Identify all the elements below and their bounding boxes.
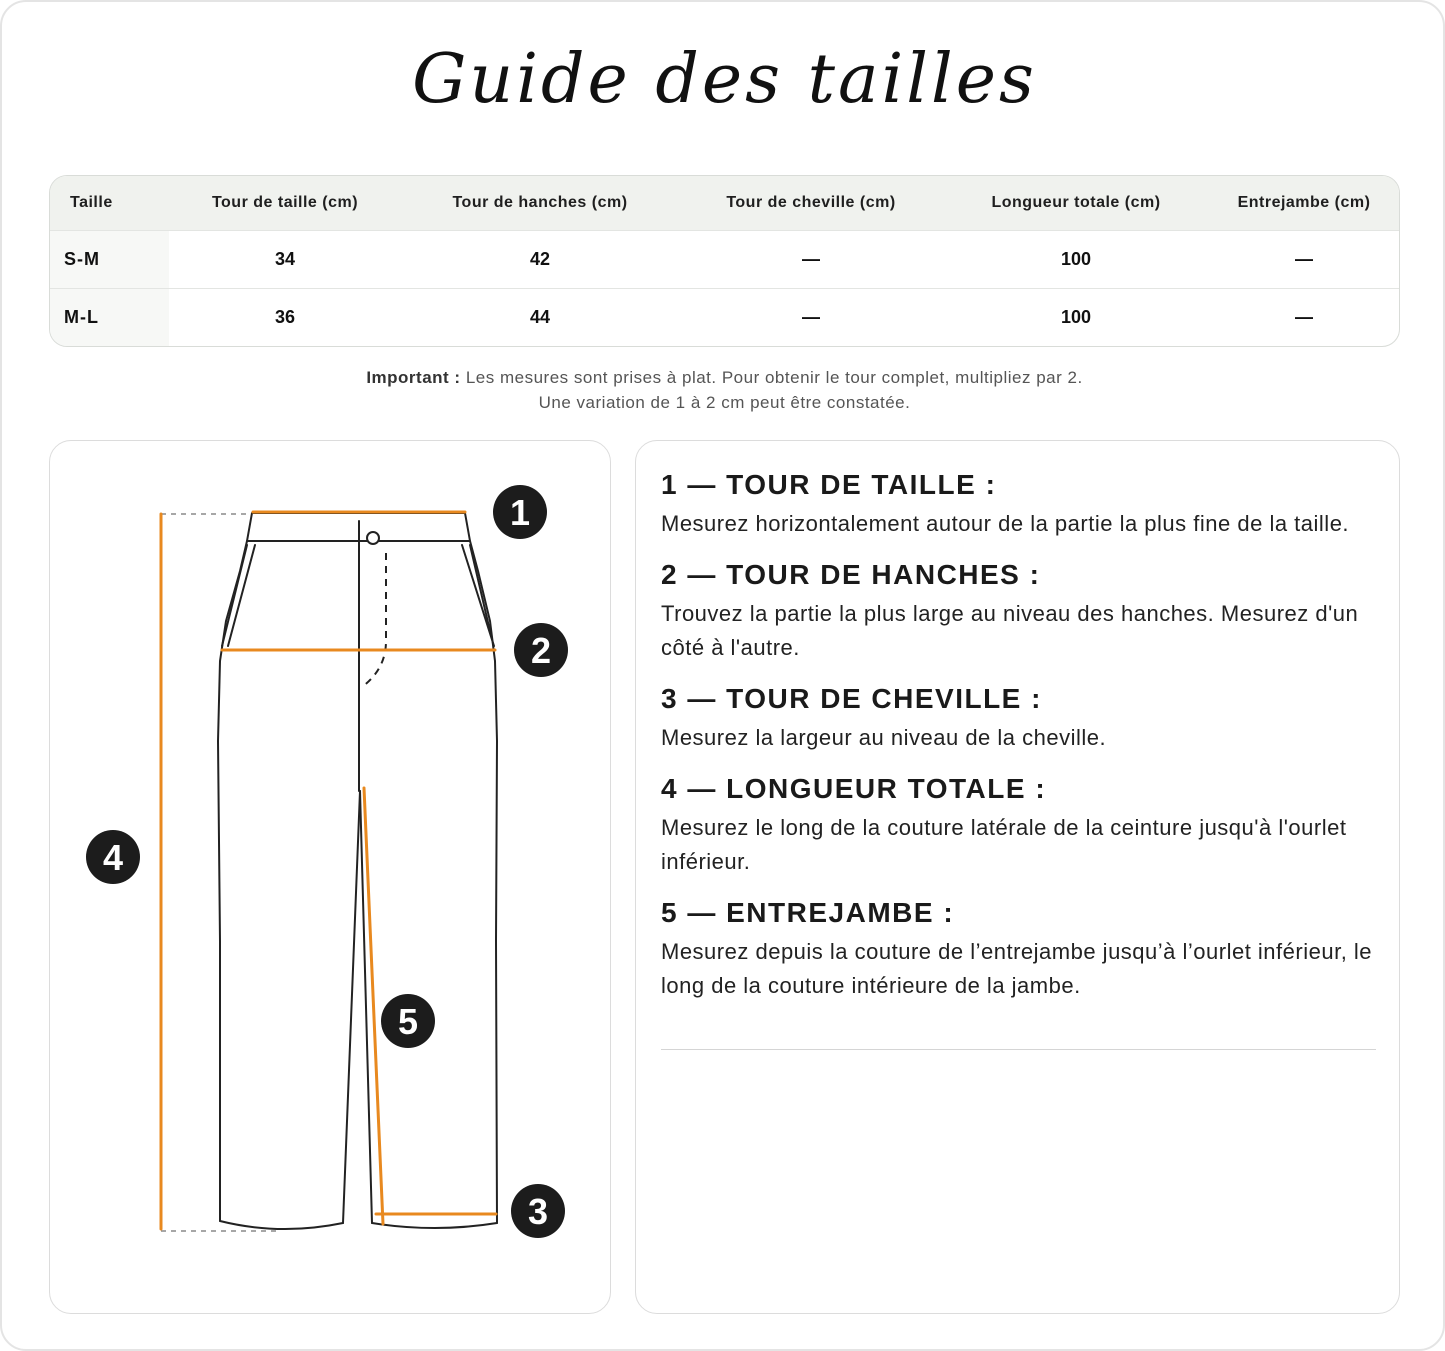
cell-hips: 42 xyxy=(529,248,551,269)
header-hips: Tour de hanches (cm) xyxy=(452,193,628,211)
badge-4 xyxy=(86,830,140,884)
header-ankle: Tour de cheville (cm) xyxy=(726,193,896,211)
table-row xyxy=(50,230,1399,288)
table-header-row xyxy=(50,176,1399,230)
svg-text:3: 3 xyxy=(527,1191,549,1232)
instructions-list xyxy=(661,469,1376,1021)
instruction-text: Mesurez la largeur au niveau de la cheville. xyxy=(661,725,1107,750)
measurement-lines xyxy=(161,512,496,1229)
note-label: Important : xyxy=(366,368,461,387)
badge-2 xyxy=(514,623,568,677)
cell-inseam: — xyxy=(1295,248,1313,269)
header-length: Longueur totale (cm) xyxy=(991,193,1161,211)
table-row xyxy=(50,288,1399,346)
instruction-heading: 1 — TOUR DE TAILLE : xyxy=(661,469,997,500)
pants-diagram-card xyxy=(49,440,611,1314)
cell-ankle: — xyxy=(802,306,820,327)
cell-size: M-L xyxy=(50,288,169,346)
measurement-note xyxy=(2,365,1445,415)
header-size: Taille xyxy=(70,193,113,211)
instruction-heading: 2 — TOUR DE HANCHES : xyxy=(661,559,1041,590)
instruction-text: Mesurez depuis la couture de l’entrejambe jusqu’à l’ourlet inférieur, le long de la couture intérieure de la jambe. xyxy=(661,939,1373,998)
cell-waist: 36 xyxy=(274,306,296,327)
cell-length: 100 xyxy=(1060,248,1092,269)
cell-length: 100 xyxy=(1060,306,1092,327)
size-table xyxy=(49,175,1400,347)
cell-inseam: — xyxy=(1295,306,1313,327)
svg-text:5: 5 xyxy=(397,1001,419,1042)
pants-diagram xyxy=(50,441,610,1313)
instruction-heading: 4 — LONGUEUR TOTALE : xyxy=(661,773,1047,804)
instructions-card xyxy=(635,440,1400,1314)
instruction-text: Mesurez le long de la couture latérale de la ceinture jusqu'à l'ourlet inférieur. xyxy=(661,815,1347,874)
instruction-ankle xyxy=(661,683,1376,755)
note-text-1: Les mesures sont prises à plat. Pour obtenir le tour complet, multipliez par 2. xyxy=(465,368,1083,387)
cell-size: S-M xyxy=(50,230,169,288)
pants-outline xyxy=(218,513,497,1229)
header-inseam: Entrejambe (cm) xyxy=(1237,193,1371,211)
instruction-heading: 3 — TOUR DE CHEVILLE : xyxy=(661,683,1042,714)
svg-text:2: 2 xyxy=(530,630,552,671)
fly-stitch xyxy=(362,553,386,687)
svg-text:1: 1 xyxy=(509,492,531,533)
instruction-text: Trouvez la partie la plus large au niveau des hanches. Mesurez d'un côté à l'autre. xyxy=(661,601,1359,660)
header-waist: Tour de taille (cm) xyxy=(211,193,359,211)
instruction-inseam xyxy=(661,897,1376,1003)
instruction-hips xyxy=(661,559,1376,665)
cell-hips: 44 xyxy=(529,306,551,327)
note-line-2: Une variation de 1 à 2 cm peut être constatée. xyxy=(538,393,911,412)
instruction-waist xyxy=(661,469,1376,541)
instruction-length xyxy=(661,773,1376,879)
badge-1 xyxy=(493,485,547,539)
cell-waist: 34 xyxy=(274,248,296,269)
waist-button-shape xyxy=(367,532,379,544)
divider xyxy=(661,1049,1376,1050)
badge-5 xyxy=(381,994,435,1048)
svg-text:4: 4 xyxy=(102,837,124,878)
instruction-heading: 5 — ENTREJAMBE : xyxy=(661,897,955,928)
cell-ankle: — xyxy=(802,248,820,269)
badge-3 xyxy=(511,1184,565,1238)
note-line-1 xyxy=(2,365,1445,390)
page-title: Guide des tailles xyxy=(412,40,1037,119)
instruction-text: Mesurez horizontalement autour de la partie la plus fine de la taille. xyxy=(661,511,1350,536)
